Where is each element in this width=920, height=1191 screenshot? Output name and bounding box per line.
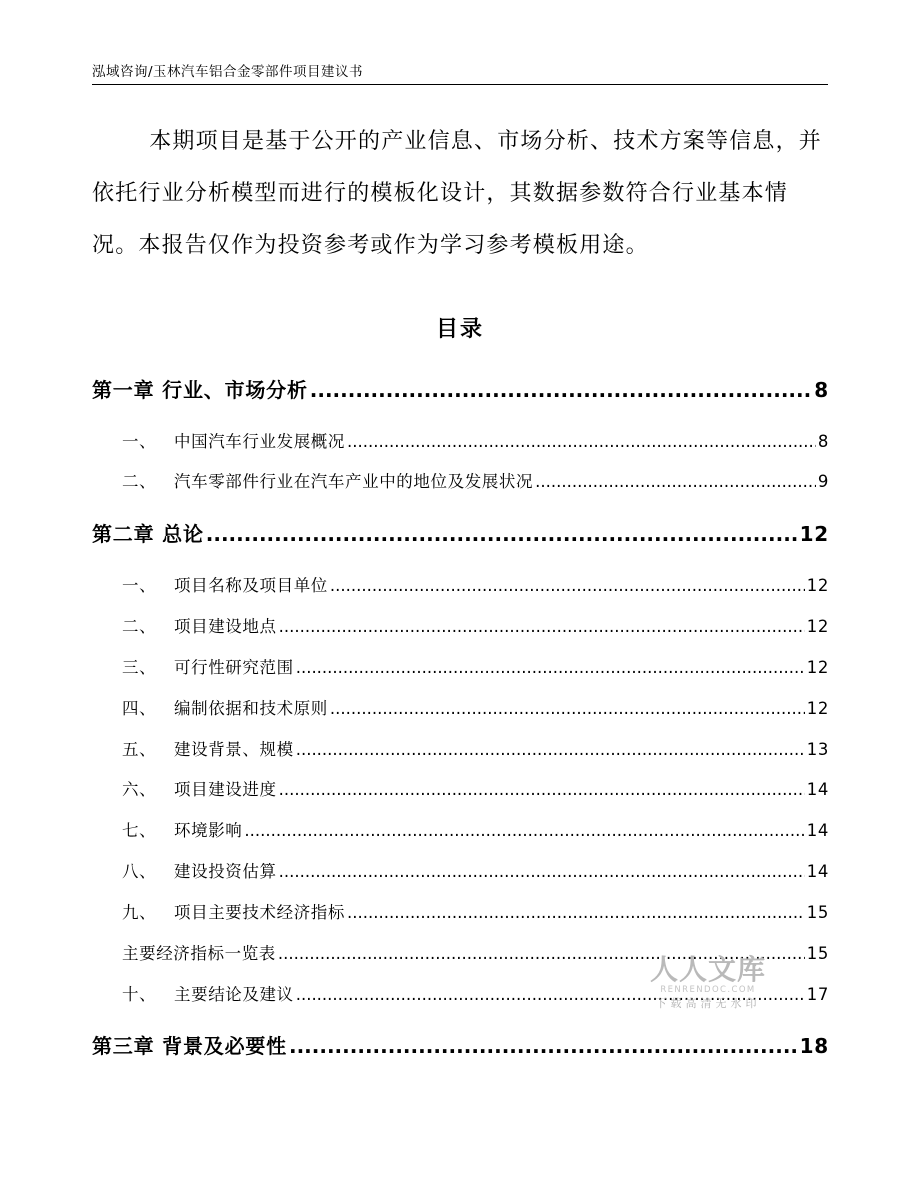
- toc-section-2-6[interactable]: [92, 776, 829, 800]
- toc-entry-text: 建设背景、规模: [174, 740, 294, 759]
- toc-entry-number: 二、: [122, 617, 157, 636]
- toc-section-2-8[interactable]: [92, 858, 829, 882]
- toc-entry-text: 建设投资估算: [174, 862, 277, 881]
- toc-entry-label: [92, 468, 533, 492]
- toc-entry-label: [92, 736, 294, 760]
- toc-title: 目录: [435, 317, 484, 342]
- toc-leader-dots: [206, 522, 798, 546]
- toc-section-2-5[interactable]: [92, 736, 829, 760]
- toc-entry-number: 一、: [122, 432, 157, 451]
- toc-leader-dots: [347, 903, 805, 922]
- toc-leader-dots: [244, 821, 804, 840]
- toc-entry-number: 四、: [122, 699, 157, 718]
- toc-entry-text: 汽车零部件行业在汽车产业中的地位及发展状况: [174, 472, 534, 491]
- toc-section-2-2[interactable]: [92, 613, 829, 637]
- toc-entry-label: [92, 613, 277, 637]
- toc-page-number: 13: [806, 740, 829, 759]
- toc-entry-number: 一、: [122, 576, 157, 595]
- toc-page-number: 14: [806, 862, 829, 881]
- toc-entry-text: 主要结论及建议: [174, 985, 294, 1004]
- toc-entry-text: 可行性研究范围: [174, 658, 294, 677]
- toc-leader-dots: [330, 699, 805, 718]
- toc-section-2-7[interactable]: [92, 817, 829, 841]
- toc-entry-label: 第二章 总论: [92, 522, 204, 546]
- toc-entry-number: 七、: [122, 821, 157, 840]
- toc-page-number: 14: [806, 780, 829, 799]
- toc-page-number: 12: [806, 576, 829, 595]
- toc-entry-label: 第三章 背景及必要性: [92, 1034, 287, 1058]
- toc-leader-dots: [330, 576, 805, 595]
- toc-entry-text: 项目名称及项目单位: [174, 576, 328, 595]
- toc-entry-number: 六、: [122, 780, 157, 799]
- toc-section-2-1[interactable]: [92, 572, 829, 596]
- watermark-logo-text: 人人文库: [649, 953, 766, 986]
- toc-section-2-9[interactable]: [92, 899, 829, 923]
- toc-entry-number: 十、: [122, 985, 157, 1004]
- toc-entry-text: 环境影响: [174, 821, 243, 840]
- toc-leader-dots: [279, 617, 805, 636]
- toc-page-number: 17: [806, 985, 829, 1004]
- header-divider: [92, 84, 828, 85]
- toc-entry-number: 八、: [122, 862, 157, 881]
- intro-paragraph: 本期项目是基于公开的产业信息、市场分析、技术方案等信息，并依托行业分析模型而进行的模板化设计，其数据参数符合行业基本情况。本报告仅作为投资参考或作为学习参考模板用途。: [92, 129, 822, 258]
- toc-entry-label: [92, 899, 345, 923]
- toc-entry-label: [92, 572, 328, 596]
- toc-chapter-2[interactable]: [92, 518, 829, 547]
- toc-section-1-2[interactable]: [92, 468, 829, 492]
- toc-entry-label: 主要经济指标一览表: [122, 944, 276, 963]
- toc-page-number: 12: [806, 658, 829, 677]
- toc-page-number: 18: [799, 1034, 829, 1058]
- toc-section-1-1[interactable]: [92, 428, 829, 452]
- toc-page-number: 15: [806, 903, 829, 922]
- toc-leader-dots: [310, 378, 813, 402]
- toc-entry-text: 项目建设地点: [174, 617, 277, 636]
- toc-page-number: 8: [814, 378, 829, 402]
- toc-page-number: 12: [799, 522, 829, 546]
- toc-entry-text: 项目建设进度: [174, 780, 277, 799]
- toc-page-number: 9: [817, 472, 829, 491]
- toc-page-number: 15: [806, 944, 829, 963]
- toc-leader-dots: [279, 780, 805, 799]
- toc-leader-dots: [289, 1034, 798, 1058]
- toc-chapter-3[interactable]: [92, 1030, 829, 1059]
- toc-entry-number: 五、: [122, 740, 157, 759]
- toc-entry-text: 中国汽车行业发展概况: [174, 432, 345, 451]
- watermark-url: RENRENDOC.COM: [660, 985, 756, 995]
- watermark: [643, 955, 773, 1013]
- toc-entry-text: 编制依据和技术原则: [174, 699, 328, 718]
- toc-entry-label: [92, 695, 328, 719]
- toc-page-number: 12: [806, 699, 829, 718]
- intro-section: [92, 116, 832, 272]
- toc-entry-label: [92, 428, 345, 452]
- toc-leader-dots: [279, 862, 805, 881]
- toc-entry-number: 二、: [122, 472, 157, 491]
- toc-leader-dots: [347, 432, 816, 451]
- toc-page-number: 8: [817, 432, 829, 451]
- toc-chapter-1[interactable]: [92, 374, 829, 403]
- toc-entry-number: 三、: [122, 658, 157, 677]
- toc-entry-label: [92, 776, 277, 800]
- toc-section-2-4[interactable]: [92, 695, 829, 719]
- toc-leader-dots: [535, 472, 816, 491]
- toc-entry-label: 第一章 行业、市场分析: [92, 378, 308, 402]
- running-header: 泓域咨询/玉林汽车铝合金零部件项目建议书: [92, 64, 364, 80]
- toc-leader-dots: [296, 740, 805, 759]
- toc-entry-label: [92, 858, 277, 882]
- toc-page-number: 14: [806, 821, 829, 840]
- toc-section-2-3[interactable]: [92, 654, 829, 678]
- toc-entry-label: [92, 981, 294, 1005]
- watermark-subtitle: 下载高清无水印: [655, 997, 761, 1010]
- toc-entry-text: 项目主要技术经济指标: [174, 903, 345, 922]
- toc-leader-dots: [296, 658, 805, 677]
- toc-page-number: 12: [806, 617, 829, 636]
- toc-entry-label: [92, 817, 242, 841]
- toc-entry-number: 九、: [122, 903, 157, 922]
- toc-entry-label: [92, 654, 294, 678]
